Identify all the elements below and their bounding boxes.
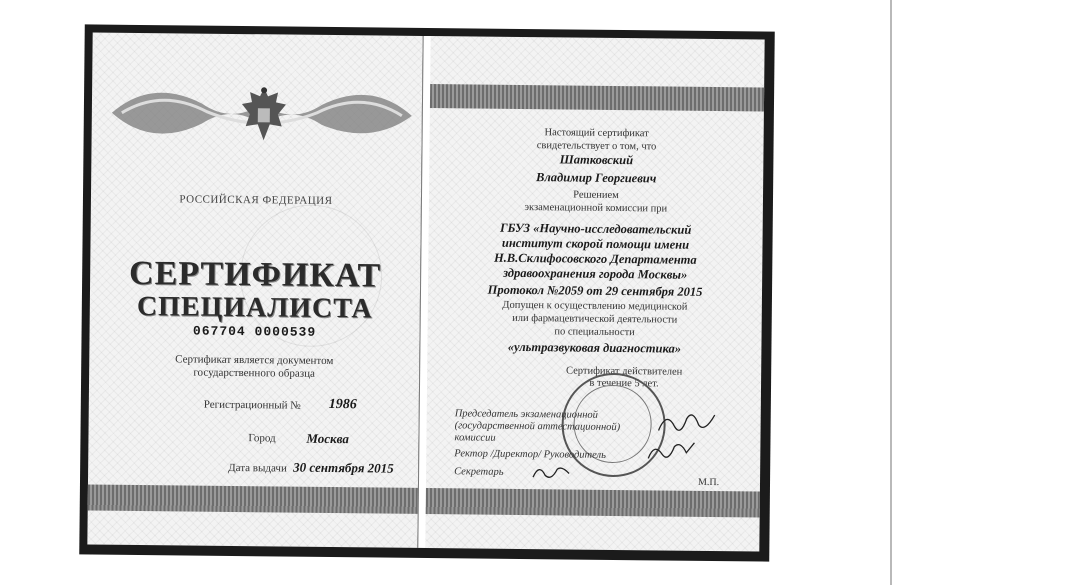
document-note-line1: Сертификат является документом xyxy=(175,353,334,368)
country-label: РОССИЙСКАЯ ФЕДЕРАЦИЯ xyxy=(179,193,333,208)
organization-line1: ГБУЗ «Научно-исследовательский xyxy=(499,220,692,237)
secretary-signature xyxy=(531,461,571,483)
coat-of-arms-icon xyxy=(238,84,291,147)
city-value: Москва xyxy=(306,430,349,447)
holder-name: Владимир Георгиевич xyxy=(535,170,657,186)
certificate-number: 067704 0000539 xyxy=(192,323,317,340)
left-page xyxy=(87,32,422,547)
decision-label: Решением xyxy=(573,189,619,202)
chairman-signature xyxy=(656,408,716,439)
admission-line3: по специальности xyxy=(554,326,635,339)
chairman-label-line1: Председатель экзаменационной xyxy=(454,408,599,421)
specialty-value: «ультразвуковая диагностика» xyxy=(507,339,682,356)
right-page xyxy=(425,36,764,551)
secretary-label: Секретарь xyxy=(454,466,504,478)
organization-line2: институт скорой помощи имени xyxy=(501,235,690,252)
stamp-place-label: М.П. xyxy=(697,476,720,489)
registration-number: 1986 xyxy=(328,396,357,413)
issue-date-label: Дата выдачи xyxy=(228,461,287,475)
commission-label: экзаменационной комиссии при xyxy=(524,202,668,215)
admission-line2: или фармацевтической деятельности xyxy=(512,312,678,326)
protocol-line: Протокол №2059 от 29 сентября 2015 xyxy=(487,282,703,299)
bottom-band-right xyxy=(426,488,760,517)
intro-line1: Настоящий сертификат xyxy=(544,127,649,140)
page-edge-line xyxy=(890,0,892,585)
organization-line3: Н.В.Склифосовского Департамента xyxy=(493,250,697,267)
certificate-subtitle: СПЕЦИАЛИСТА xyxy=(136,290,373,325)
admission-line1: Допущен к осуществлению медицинской xyxy=(502,299,688,313)
top-band-right xyxy=(430,84,764,111)
rector-label: Ректор /Директор/ Руководитель xyxy=(454,448,606,461)
bottom-band-left xyxy=(88,484,418,513)
holder-surname: Шатковский xyxy=(559,152,634,168)
certificate-title: СЕРТИФИКАТ xyxy=(128,254,382,295)
chairman-label-line3: комиссии xyxy=(454,432,496,444)
certificate-booklet xyxy=(87,32,764,551)
organization-line4: здравоохранения города Москвы» xyxy=(503,265,688,282)
intro-line2: свидетельствует о том, что xyxy=(536,140,657,153)
document-note-line2: государственного образца xyxy=(193,366,315,380)
rector-signature xyxy=(646,438,696,465)
issue-date-value: 30 сентября 2015 xyxy=(293,459,394,476)
chairman-label-line2: (государственной аттестационной) xyxy=(454,420,621,434)
validity-line2: в течение 5 лет. xyxy=(589,377,659,390)
validity-line1: Сертификат действителен xyxy=(565,365,683,378)
city-label: Город xyxy=(248,432,276,445)
registration-label: Регистрационный № xyxy=(203,398,301,412)
